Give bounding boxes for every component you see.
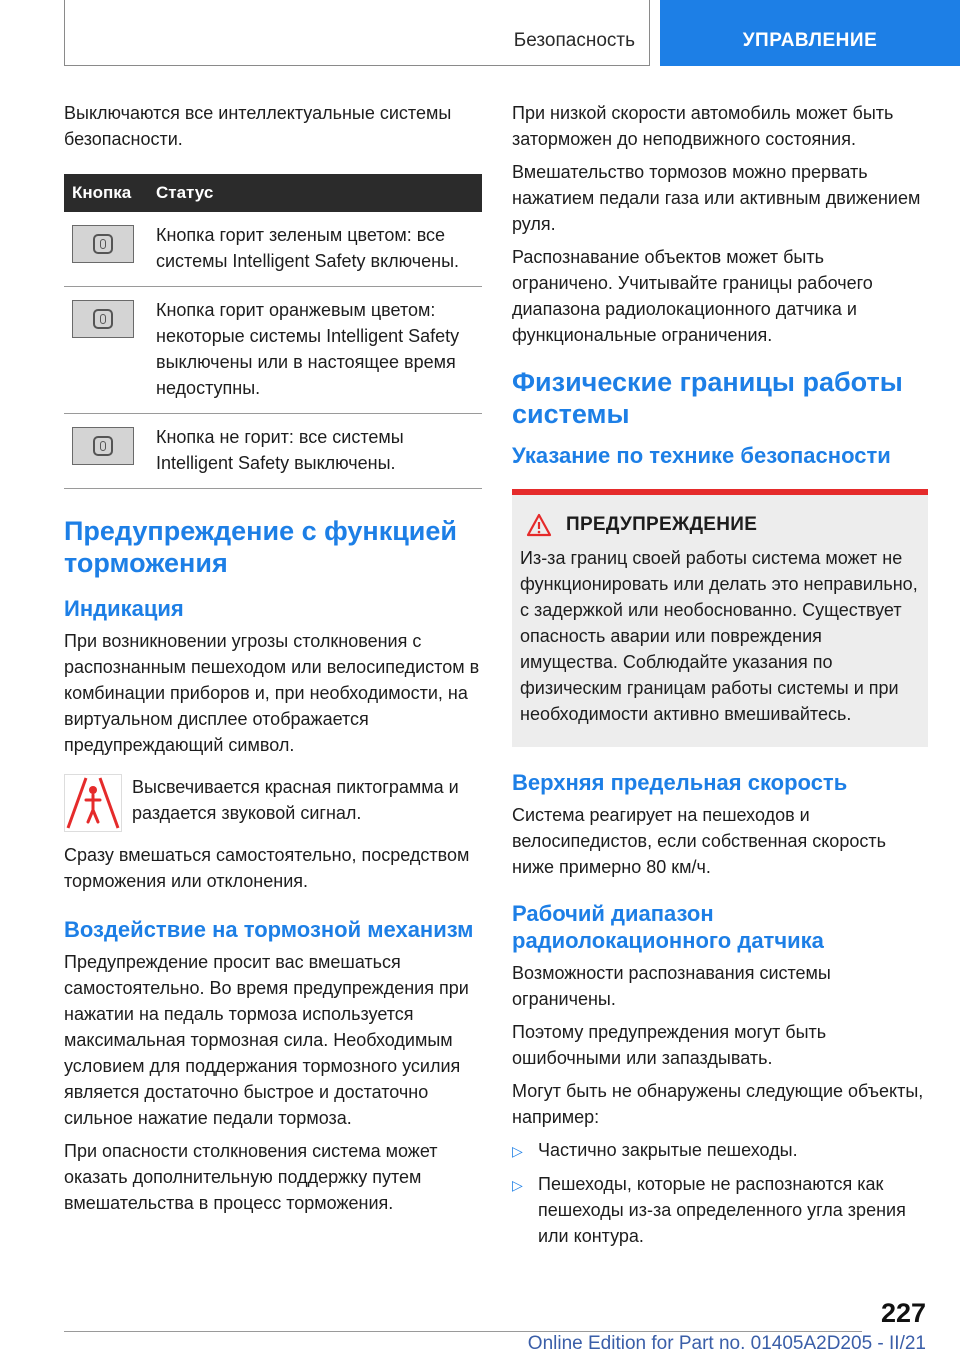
heading-brake-mechanism: Воздействие на тормозной механизм: [64, 917, 474, 942]
brake-paragraph-2: При опасности столкновения система может оказать дополнительную поддержку путем вмешательства в процесс торможения.: [64, 1141, 438, 1213]
range-paragraph-1: Возможности распознавания системы ограничены.: [512, 963, 831, 1009]
pictogram-row: [64, 774, 482, 832]
heading-system-limits: Физические границы работы системы: [512, 367, 903, 429]
table-header-button: Кнопка: [72, 183, 132, 202]
table-cell-status: Кнопка горит зеленым цветом: все системы Intelligent Safety включены.: [156, 225, 460, 271]
heading-radar-range: Рабочий диапазон радиолокационного датчика: [512, 901, 824, 953]
page-number: 227: [880, 1298, 926, 1328]
intelligent-safety-button-icon: [72, 300, 134, 338]
bullet-triangle-icon: ▷: [512, 1177, 523, 1193]
warning-header: [520, 513, 920, 537]
heading-indication: Индикация: [64, 596, 184, 621]
indication-paragraph: При возникновении угрозы столкновения с распознанным пешеходом или велосипедистом в комбинации приборов и, при необходимости, на виртуальном дисплее отображается предупреждающий символ.: [64, 631, 480, 755]
section-title: Безопасность: [513, 30, 635, 51]
bullet-triangle-icon: ▷: [512, 1143, 523, 1159]
limited-paragraph: Распознавание объектов может быть ограничено. Учитывайте границы рабочего диапазона радиолокационного датчика и функциональные ограничения.: [512, 247, 873, 345]
intro-paragraph: Выключаются все интеллектуальные системы безопасности.: [64, 103, 452, 149]
brake-paragraph-1: Предупреждение просит вас вмешаться самостоятельно. Во время предупреждения при нажатии на педаль тормоза используется максимальная тормозная сила. Необходимым условием для поддержания тормозного усилия является достаточно быстрое и достаточно сильное нажатие педали тормоза.: [64, 952, 469, 1128]
pedestrian-warning-icon: [64, 774, 122, 832]
warning-text: Из-за границ своей работы система может не функционировать или делать это неправильно, с задержкой или необоснованно. Существует опасность аварии или повреждения имущества. Соблюдайте указания по физическим границам работы системы и при необходимости активно вмешивайтесь.: [520, 548, 918, 724]
intelligent-safety-button-icon: [72, 427, 134, 465]
table-cell-status: Кнопка горит оранжевым цветом: некоторые системы Intelligent Safety выключены или в настоящее время недоступны.: [156, 300, 460, 398]
intelligent-safety-button-icon: [72, 225, 134, 263]
table-header: [64, 174, 482, 212]
left-column: [64, 100, 482, 1223]
list-item-text: Частично закрытые пешеходы.: [538, 1140, 798, 1160]
right-column: [512, 100, 928, 1256]
heading-brake-warning: Предупреждение с функцией торможения: [64, 516, 458, 578]
heading-safety-note: Указание по технике безопасности: [512, 443, 891, 468]
header-chapter-tab[interactable]: [660, 0, 960, 66]
header-section-box: [64, 0, 650, 66]
warning-triangle-icon: [526, 513, 552, 537]
list-item: [512, 1171, 928, 1249]
table-row: [64, 414, 482, 489]
table-cell-status: Кнопка не горит: все системы Intelligent Safety выключены.: [156, 427, 404, 473]
status-table: [64, 174, 482, 489]
list-item: [512, 1137, 928, 1164]
range-paragraph-2: Поэтому предупреждения могут быть ошибочными или запаздывать.: [512, 1022, 827, 1068]
table-row: [64, 287, 482, 414]
intervene-paragraph: Сразу вмешаться самостоятельно, посредством торможения или отклонения.: [64, 845, 470, 891]
table-header-status: Статус: [156, 183, 214, 202]
footer-edition-link[interactable]: Online Edition for Part no. 01405A2D205 - II/21: [527, 1333, 926, 1354]
interrupt-paragraph: Вмешательство тормозов можно прервать нажатием педали газа или активным движением руля.: [512, 162, 921, 234]
low-speed-paragraph: При низкой скорости автомобиль может быть заторможен до неподвижного состояния.: [512, 103, 894, 149]
pictogram-text: Высвечивается красная пиктограмма и раздается звуковой сигнал.: [132, 777, 459, 823]
chapter-title: УПРАВЛЕНИЕ: [742, 30, 878, 51]
range-paragraph-3: Могут быть не обнаружены следующие объекты, например:: [512, 1081, 924, 1127]
table-row: [64, 212, 482, 287]
list-item-text: Пешеходы, которые не распознаются как пешеходы из-за определенного угла зрения или контура.: [538, 1174, 906, 1246]
upper-speed-paragraph: Система реагирует на пешеходов и велосипедистов, если собственная скорость ниже примерно 80 км/ч.: [512, 805, 886, 877]
warning-box: [512, 489, 928, 747]
warning-title: ПРЕДУПРЕЖДЕНИЕ: [566, 514, 758, 535]
heading-upper-speed: Верхняя предельная скорость: [512, 770, 848, 795]
footer-divider: [64, 1331, 862, 1332]
